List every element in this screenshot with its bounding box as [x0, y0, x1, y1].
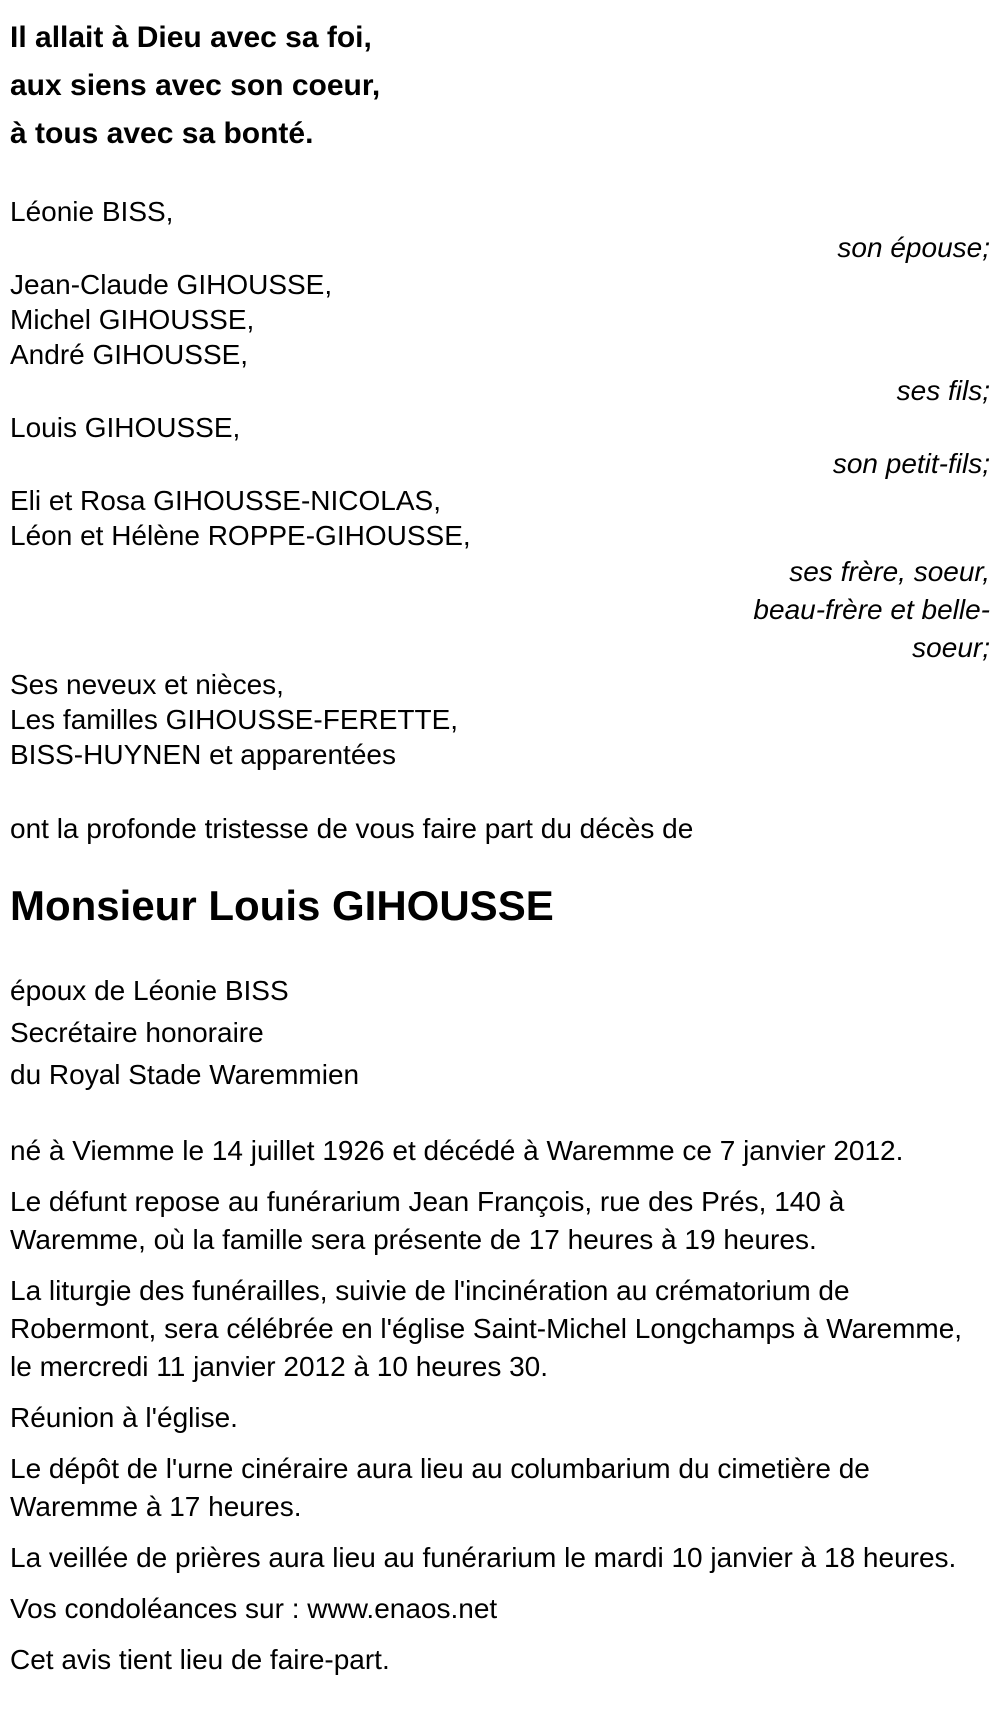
deceased-details: [10, 970, 990, 1096]
family-group-grandson: [10, 410, 990, 483]
family-relation: ses fils;: [896, 375, 990, 406]
deceased-detail-line: époux de Léonie BISS: [10, 975, 289, 1006]
family-member-name: Jean-Claude GIHOUSSE,: [10, 269, 333, 300]
family-member-name: Léon et Hélène ROPPE-GIHOUSSE,: [10, 520, 471, 551]
family-group-siblings: [10, 483, 990, 667]
deceased-detail-line: Secrétaire honoraire: [10, 1017, 264, 1048]
funeral-information: [10, 1132, 970, 1679]
family-relation: ses frère, soeur, beau-frère et belle-soeur;: [753, 556, 990, 663]
urn-deposit-paragraph: Le dépôt de l'urne cinéraire aura lieu au columbarium du cimetière de Waremme à 17 heures.: [10, 1453, 870, 1522]
family-member-name: Ses neveux et nièces,: [10, 669, 284, 700]
repose-paragraph: Le défunt repose au funérarium Jean François, rue des Prés, 140 à Waremme, où la famille sera présente de 17 heures à 19 heures.: [10, 1186, 845, 1255]
birth-death-line: né à Viemme le 14 juillet 1926 et décédé à Waremme ce 7 janvier 2012.: [10, 1135, 904, 1166]
family-member-name: Eli et Rosa GIHOUSSE-NICOLAS,: [10, 485, 442, 516]
family-list: [10, 194, 990, 772]
epitaph-line: Il allait à Dieu avec sa foi,: [10, 21, 372, 54]
church-meeting-line: Réunion à l'église.: [10, 1402, 238, 1433]
announcement-text: ont la profonde tristesse de vous faire part du décès de: [10, 813, 694, 844]
epitaph: [10, 14, 990, 158]
family-relation: son petit-fils;: [832, 448, 990, 479]
epitaph-line: aux siens avec son coeur,: [10, 69, 381, 102]
family-member-name: Les familles GIHOUSSE-FERETTE,: [10, 704, 459, 735]
condolences-url: www.enaos.net: [307, 1593, 498, 1624]
vigil-paragraph: La veillée de prières aura lieu au funérarium le mardi 10 janvier à 18 heures.: [10, 1542, 957, 1573]
deceased-name-heading: Monsieur Louis GIHOUSSE: [10, 882, 554, 929]
epitaph-line: à tous avec sa bonté.: [10, 117, 314, 150]
liturgy-paragraph: La liturgie des funérailles, suivie de l'incinération au crématorium de Robermont, sera célébrée en l'église Saint-Michel Longchamps à Waremme, le mercredi 11 janvier 2012 à 10 heures 30.: [10, 1275, 963, 1382]
condolences-label: Vos condoléances sur :: [10, 1593, 300, 1624]
deceased-detail-line: du Royal Stade Waremmien: [10, 1059, 360, 1090]
condolences-line: [10, 1590, 970, 1628]
family-member-name: BISS-HUYNEN et apparentées: [10, 739, 396, 770]
family-member-name: Michel GIHOUSSE,: [10, 304, 255, 335]
family-relation: son épouse;: [837, 232, 990, 263]
family-member-name: Léonie BISS,: [10, 196, 174, 227]
family-member-name: André GIHOUSSE,: [10, 339, 249, 370]
family-group-sons: [10, 267, 990, 410]
closing-note: Cet avis tient lieu de faire-part.: [10, 1644, 390, 1675]
family-group-extended: [10, 667, 990, 772]
family-group-spouse: [10, 194, 990, 267]
family-member-name: Louis GIHOUSSE,: [10, 412, 241, 443]
